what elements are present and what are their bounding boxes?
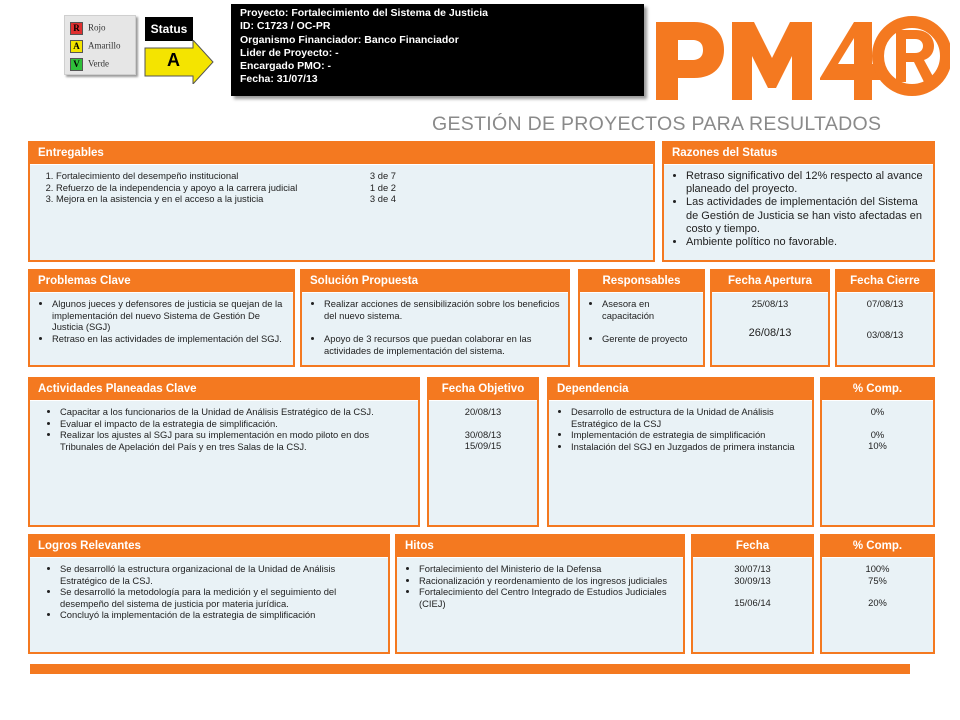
panel-title: Actividades Planeadas Clave	[30, 379, 418, 400]
panel-title: Dependencia	[549, 379, 812, 400]
project-leader: Lider de Proyecto: -	[240, 46, 339, 59]
panel-body	[822, 557, 933, 652]
panel-body	[302, 292, 568, 365]
panel-body	[693, 557, 812, 652]
list-item: • Las actividades de implementación del Sistema de Gestión de Justicia se han visto afectadas en costo y tiempo.	[686, 196, 925, 236]
panel-title: Fecha Cierre	[837, 271, 933, 292]
percent-value: 20%	[868, 597, 887, 609]
date-value: 30/07/13	[734, 563, 771, 574]
panel-title: Problemas Clave	[30, 271, 293, 292]
panel-body	[429, 400, 537, 525]
percent-value: 75%	[868, 574, 887, 586]
panel-body	[30, 557, 388, 652]
legend-swatch-yellow: A	[70, 40, 83, 53]
list-item: • Fortalecimiento del Centro Integrado de Estudios Judiciales (CIEJ)	[419, 586, 675, 609]
list-item: • Retraso en las actividades de implementación del SGJ.	[52, 333, 285, 345]
footer-accent-bar	[30, 664, 910, 674]
deliverable-progress: 3 de 4	[369, 193, 396, 205]
list-item: • Se desarrolló la metodología para la medición y el seguimiento del desempeño del sistema de justicia por materia jurídica.	[60, 586, 380, 609]
panel-problemas-clave	[28, 269, 295, 367]
panel-body	[837, 292, 933, 365]
project-date: Fecha: 31/07/13	[240, 73, 318, 86]
date-value: 26/08/13	[748, 326, 792, 339]
status-label: Status	[145, 17, 193, 41]
panel-dependencia	[547, 377, 814, 527]
project-id: ID: C1723 / OC-PR	[240, 20, 331, 33]
project-funder: Organismo Financiador: Banco Financiador	[240, 33, 459, 46]
panel-hitos	[395, 534, 685, 654]
panel-body	[580, 292, 703, 365]
list-item: • Ambiente político no favorable.	[686, 236, 925, 249]
panel-solucion-propuesta	[300, 269, 570, 367]
list-item: • Fortalecimiento del Ministerio de la Defensa	[419, 563, 675, 575]
panel-entregables	[28, 141, 655, 262]
panel-title: Entregables	[30, 143, 653, 164]
date-value: 20/08/13	[464, 406, 502, 417]
date-value: 15/06/14	[734, 597, 771, 609]
panel-comp-actividades	[820, 377, 935, 527]
status-value: A	[167, 50, 180, 70]
list-item	[56, 193, 645, 205]
panel-title: Razones del Status	[664, 143, 933, 164]
panel-comp-hitos	[820, 534, 935, 654]
date-value: 03/08/13	[866, 328, 904, 340]
percent-value: 0%	[870, 406, 885, 417]
project-info	[231, 4, 644, 96]
date-value: 15/09/15	[464, 440, 502, 452]
list-item: • Se desarrolló la estructura organizacional de la Unidad de Análisis Estratégico de la CSJ.	[60, 563, 380, 586]
list-item: • Retraso significativo del 12% respecto al avance planeado del proyecto.	[686, 170, 925, 196]
deliverable-progress: 1 de 2	[369, 181, 396, 193]
list-item: • Apoyo de 3 recursos que puedan colaborar en las actividades de implementación del sistema.	[324, 333, 560, 356]
pm4r-logo	[650, 8, 950, 108]
legend-item-amarillo	[70, 40, 121, 54]
list-item: • Instalación del SGJ en Juzgados de primera instancia	[571, 441, 804, 453]
panel-title: Fecha Objetivo	[429, 379, 537, 400]
panel-body	[712, 292, 828, 365]
panel-fecha-hitos	[691, 534, 814, 654]
deliverable-progress: 3 de 7	[369, 170, 396, 181]
list-item: • Racionalización y reordenamiento de los ingresos judiciales	[419, 575, 675, 587]
deliverables-list	[38, 170, 645, 205]
panel-title: Fecha	[693, 536, 812, 557]
panel-fecha-cierre	[835, 269, 935, 367]
tagline: GESTIÓN DE PROYECTOS PARA RESULTADOS	[432, 113, 882, 135]
legend-label: Verde	[88, 58, 109, 69]
deliverable-name: Mejora en la asistencia y en el acceso a la justicia	[56, 193, 264, 205]
panel-body	[30, 400, 418, 525]
panel-body	[664, 164, 933, 260]
project-pmo: Encargado PMO: -	[240, 60, 332, 73]
list-item: • Capacitar a los funcionarios de la Unidad de Análisis Estratégico de la CSJ.	[60, 406, 410, 418]
panel-title: Responsables	[580, 271, 703, 292]
panel-body	[397, 557, 683, 652]
legend-item-rojo	[70, 22, 106, 36]
panel-fecha-objetivo	[427, 377, 539, 527]
panel-title: % Comp.	[822, 379, 933, 400]
date-value: 07/08/13	[866, 298, 904, 309]
date-value: 25/08/13	[751, 298, 789, 309]
legend-item-verde	[70, 58, 109, 72]
panel-razones-status	[662, 141, 935, 262]
panel-body	[549, 400, 812, 525]
legend-label: Amarillo	[88, 40, 121, 51]
panel-title: Solución Propuesta	[302, 271, 568, 292]
panel-logros-relevantes	[28, 534, 390, 654]
panel-title: Fecha Apertura	[712, 271, 828, 292]
list-item	[56, 182, 645, 194]
deliverable-name: Refuerzo de la independencia y apoyo a la carrera judicial	[56, 181, 298, 193]
status-legend	[64, 15, 136, 75]
list-item: • Algunos jueces y defensores de justicia se quejan de la implementación del nuevo Sistema de Gestión De Justicia (SGJ)	[52, 298, 285, 333]
percent-value: 100%	[865, 563, 890, 574]
list-item: • Implementación de estrategia de simplificación	[571, 429, 804, 441]
project-name: Proyecto: Fortalecimiento del Sistema de Justicia	[240, 7, 488, 19]
deliverable-name: Fortalecimiento del desempeño institucional	[56, 170, 239, 181]
percent-value: 10%	[868, 440, 887, 452]
list-item: • Concluyó la implementación de la estrategia de simplificación	[60, 609, 380, 621]
panel-body	[30, 164, 653, 260]
panel-fecha-apertura	[710, 269, 830, 367]
panel-body	[30, 292, 293, 365]
list-item	[56, 170, 645, 182]
date-value: 30/08/13	[464, 428, 502, 440]
legend-swatch-red: R	[70, 22, 83, 35]
list-item: • Realizar los ajustes al SGJ para su implementación en modo piloto en dos Tribunales de Apelación del País y en tres Salas de la CSJ.	[60, 429, 410, 452]
legend-swatch-green: V	[70, 58, 83, 71]
date-value: 30/09/13	[734, 574, 771, 586]
legend-label: Rojo	[88, 22, 106, 33]
panel-title: % Comp.	[822, 536, 933, 557]
panel-title: Hitos	[397, 536, 683, 557]
list-item: • Asesora en capacitación	[602, 298, 695, 321]
list-item: • Realizar acciones de sensibilización sobre los beneficios del nuevo sistema.	[324, 298, 560, 321]
list-item: • Evaluar el impacto de la estrategia de simplificación.	[60, 418, 410, 430]
panel-title: Logros Relevantes	[30, 536, 388, 557]
list-item: • Gerente de proyecto	[602, 333, 695, 345]
list-item: • Desarrollo de estructura de la Unidad de Análisis Estratégico de la CSJ	[571, 406, 804, 429]
panel-actividades-planeadas	[28, 377, 420, 527]
percent-value: 0%	[870, 428, 885, 440]
panel-body	[822, 400, 933, 525]
panel-responsables	[578, 269, 705, 367]
